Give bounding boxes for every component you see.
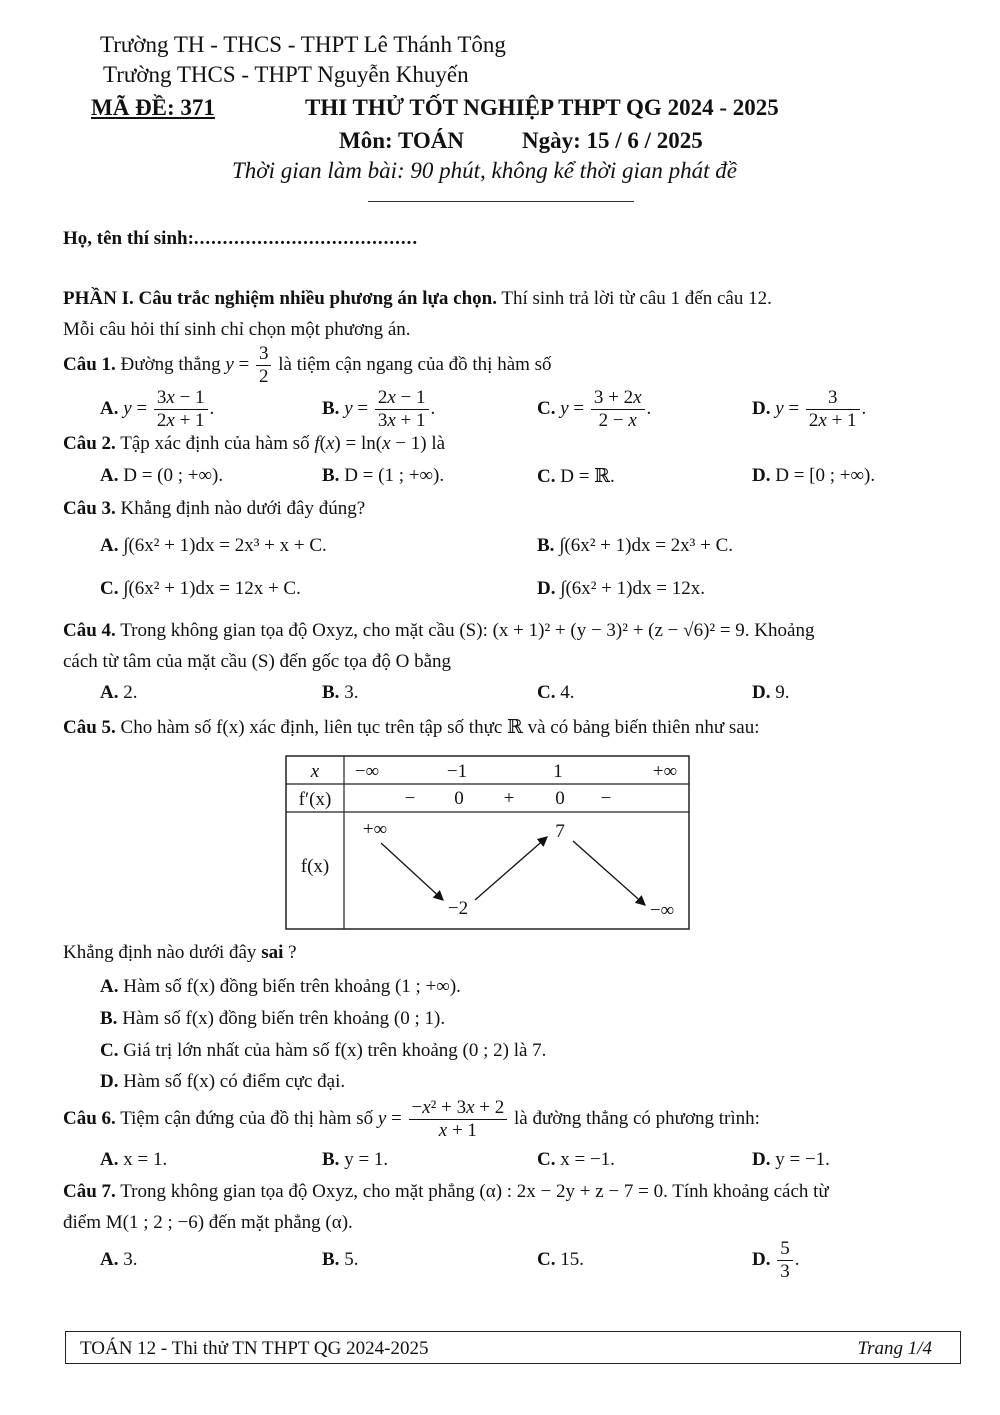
q6-option-c[interactable]: C. x = −1. <box>537 1149 615 1170</box>
q1-option-d[interactable]: D. y = $\frac{3}{2x + 1}$ . <box>752 387 867 431</box>
vt-x-value: 1 <box>553 761 563 782</box>
q6-option-d[interactable]: D. y = −1. <box>752 1149 830 1170</box>
school-name-2: Trường THCS - THPT Nguyễn Khuyến <box>103 62 469 87</box>
q2-option-c[interactable]: C. D = ℝ. <box>537 466 615 487</box>
q3-option-c[interactable]: C. ∫(6x² + 1)dx = 12x + C. <box>100 578 301 599</box>
question-4: Câu 4. Trong không gian tọa độ Oxyz, cho mặt cầu (S): (x + 1)² + (y − 3)² + (z − √6)² = 9. Khoảng <box>63 620 815 641</box>
q7-option-b[interactable]: B. 5. <box>322 1249 359 1270</box>
q5-option-c[interactable]: C. Giá trị lớn nhất của hàm số f(x) trên khoảng (0 ; 2) là 7. <box>100 1040 547 1061</box>
question-6: Câu 6. Tiệm cận đứng của đồ thị hàm số y = $\frac{\text{−x² + 3x + 2}}{x + 1}$ là đường thẳng có phương trình: <box>63 1097 760 1141</box>
header-divider <box>368 201 634 202</box>
question-7: Câu 7. Trong không gian tọa độ Oxyz, cho mặt phẳng (α) : 2x − 2y + z − 7 = 0. Tính khoảng cách từ <box>63 1181 829 1202</box>
q5-option-a[interactable]: A. Hàm số f(x) đồng biến trên khoảng (1 ; +∞). <box>100 976 461 997</box>
part1-heading <box>63 288 772 310</box>
vt-fp-sign: + <box>503 788 515 809</box>
q1-option-c[interactable]: C. y = $\frac{3 + 2x}{2 - x}$ . <box>537 387 652 431</box>
vt-arrow-up <box>475 837 547 900</box>
q7-option-d[interactable]: D. $\frac{5}{3}$ . <box>752 1238 800 1282</box>
question-5: Câu 5. Cho hàm số f(x) xác định, liên tục trên tập số thực ℝ và có bảng biến thiên như sau: <box>63 717 760 738</box>
q2-option-d[interactable]: D. D = [0 ; +∞). <box>752 465 876 486</box>
q1-option-a[interactable]: A. y = $\frac{3x - 1}{2x + 1}$ . <box>100 387 215 431</box>
q2-option-a[interactable]: A. D = (0 ; +∞). <box>100 465 224 486</box>
fraction-3-over-2: $\frac{3}{2}$ <box>256 343 272 388</box>
vt-fp-sign: 0 <box>454 788 464 809</box>
question-1: Câu 1. Đường thẳng y = $\frac{3}{2}$ là tiệm cận ngang của đồ thị hàm số <box>63 343 552 387</box>
q4-option-d[interactable]: D. 9. <box>752 682 790 703</box>
part1-instruction: Thí sinh trả lời từ câu 1 đến câu 12. <box>496 288 772 309</box>
vt-f-value: −∞ <box>649 900 675 921</box>
vt-arrow-down-1 <box>381 843 443 900</box>
q3-option-d[interactable]: D. ∫(6x² + 1)dx = 12x. <box>537 578 705 599</box>
q3-option-a[interactable]: A. ∫(6x² + 1)dx = 2x³ + x + C. <box>100 535 327 556</box>
vt-fp-sign: 0 <box>555 788 565 809</box>
footer-title: TOÁN 12 - Thi thử TN THPT QG 2024-2025 <box>80 1338 429 1359</box>
q4-option-b[interactable]: B. 3. <box>322 682 359 703</box>
time-note: Thời gian làm bài: 90 phút, không kể thời gian phát đề <box>232 158 737 183</box>
exam-code: MÃ ĐỀ: 371 <box>91 95 215 120</box>
question-2: Câu 2. Tập xác định của hàm số f(x) = ln(x − 1) là <box>63 433 446 454</box>
vt-f-value: −2 <box>447 898 469 919</box>
exam-title: THI THỬ TỐT NGHIỆP THPT QG 2024 - 2025 <box>305 95 779 120</box>
q1-label: Câu 1. <box>63 353 116 375</box>
vt-f-value: 7 <box>555 821 565 842</box>
subject: Môn: TOÁN <box>339 128 465 153</box>
vt-x-label: x <box>310 761 320 782</box>
exam-date: Ngày: 15 / 6 / 2025 <box>522 128 703 153</box>
q7-option-a[interactable]: A. 3. <box>100 1249 138 1270</box>
vt-x-value: −∞ <box>354 761 380 782</box>
question-3: Câu 3. Khẳng định nào dưới đây đúng? <box>63 498 366 519</box>
q4-option-c[interactable]: C. 4. <box>537 682 575 703</box>
question-4-line-2: cách từ tâm của mặt cầu (S) đến gốc tọa độ O bằng <box>63 651 452 672</box>
q1-option-b[interactable]: B. y = $\frac{2x - 1}{3x + 1}$ . <box>322 387 436 431</box>
vt-fp-sign: − <box>600 788 612 809</box>
q5-option-d[interactable]: D. Hàm số f(x) có điểm cực đại. <box>100 1071 346 1092</box>
vt-f-value: +∞ <box>362 819 388 840</box>
q6-option-a[interactable]: A. x = 1. <box>100 1149 168 1170</box>
question-7-line-2: điểm M(1 ; 2 ; −6) đến mặt phẳng (α). <box>63 1212 353 1233</box>
vt-arrow-down-2 <box>573 841 645 905</box>
school-name-1: Trường TH - THCS - THPT Lê Thánh Tông <box>100 32 506 57</box>
student-name-field: Họ, tên thí sinh:....................................... <box>63 228 419 249</box>
part1-title: PHẦN I. Câu trắc nghiệm nhiều phương án lựa chọn. <box>63 288 497 309</box>
q7-option-c[interactable]: C. 15. <box>537 1249 584 1270</box>
variation-table <box>285 755 691 931</box>
question-5-prompt: Khẳng định nào dưới đây sai ? <box>63 942 297 963</box>
vt-f-label: f(x) <box>300 856 330 877</box>
vt-fp-sign: − <box>404 788 416 809</box>
page-footer <box>65 1331 961 1364</box>
student-name-label: Họ, tên thí sinh: <box>63 228 194 249</box>
vt-x-value: +∞ <box>652 761 678 782</box>
q5-option-b[interactable]: B. Hàm số f(x) đồng biến trên khoảng (0 ; 1). <box>100 1008 446 1029</box>
vt-x-value: −1 <box>446 761 468 782</box>
q6-option-b[interactable]: B. y = 1. <box>322 1149 389 1170</box>
q3-option-b[interactable]: B. ∫(6x² + 1)dx = 2x³ + C. <box>537 535 734 556</box>
vt-fp-label: f′(x) <box>298 789 332 810</box>
q4-option-a[interactable]: A. 2. <box>100 682 138 703</box>
q2-option-b[interactable]: B. D = (1 ; +∞). <box>322 465 445 486</box>
page-number: Trang 1/4 <box>857 1338 932 1359</box>
part1-instruction-2: Mỗi câu hỏi thí sinh chỉ chọn một phương án. <box>63 319 411 340</box>
